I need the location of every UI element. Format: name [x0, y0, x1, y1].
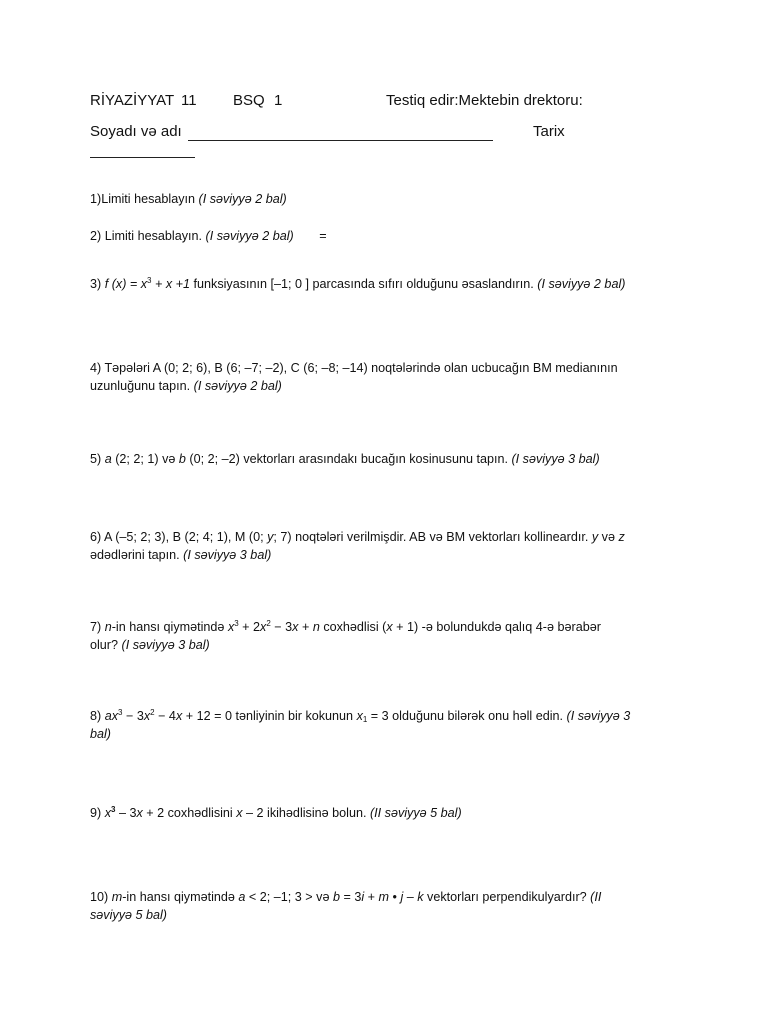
date-underline	[90, 157, 195, 158]
header-line	[90, 92, 174, 109]
question-8-level: (I səviyyə 3	[566, 709, 631, 723]
grade: 11	[181, 92, 197, 109]
question-3: 3) f $(x) = x^3 + x +1$ funksiyasının [–1; 0 ] parcasında sıfırı olduğunu əsaslandırın. (I səviyyə 2 bal)	[90, 276, 626, 291]
question-1: 1)Limiti hesablayın (I səviyyə 2 bal)	[90, 192, 287, 206]
question-9-level: (II səviyyə 5 bal)	[369, 806, 462, 820]
question-10-level-cont: səviyyə 5 bal)	[90, 908, 167, 922]
question-1-level: (I səviyyə 2 bal)	[198, 192, 287, 206]
question-2-level: (I səviyyə 2 bal)	[205, 229, 294, 243]
question-6-level: (I səviyyə 3 bal)	[183, 548, 272, 562]
question-9: 9) $x^3 - 3x + 2$ coxhədlisini x – 2 ikihədlisinə bolun. (II səviyyə 5 bal)	[90, 805, 462, 820]
name-label: Soyadı və adı	[90, 123, 182, 140]
question-3-level: (I səviyyə 2 bal)	[537, 277, 626, 291]
test-name: BSQ	[233, 92, 265, 109]
question-10-level: (II	[590, 890, 602, 904]
approval-text: Testiq edir:Mektebin drektoru:	[386, 92, 583, 109]
test-number: 1	[274, 92, 283, 109]
question-2: 2) Limiti hesablayın. (I səviyyə 2 bal) =	[90, 229, 327, 243]
question-6-line-2: ədədlərini tapın. (I səviyyə 3 bal)	[90, 548, 272, 562]
question-6-line-1: 6) A (–5; 2; 3), B (2; 4; 1), M (0; y; 7) noqtələri verilmişdir. AB və BM vektorları kollineardır. y və z	[90, 530, 625, 544]
question-4-line-2: uzunluğunu tapın. (I səviyyə 2 bal)	[90, 379, 282, 393]
subject: RİYAZİYYAT	[90, 92, 175, 109]
question-4-line-1: 4) Təpələri A (0; 2; 6), B (6; –7; –2), C (6; –8; –14) noqtələrində olan ucbucağın BM medianının	[90, 361, 618, 375]
question-5: 5) a (2; 2; 1) və b (0; 2; –2) vektorları arasındakı bucağın kosinusunu tapın. (I səviyyə 3 bal)	[90, 452, 600, 466]
date-label: Tarix	[533, 123, 565, 140]
name-underline	[188, 140, 493, 141]
question-7-line-2: olur? (I səviyyə 3 bal)	[90, 638, 210, 652]
question-8-level-cont: bal)	[90, 727, 111, 741]
question-4-level: (I səviyyə 2 bal)	[193, 379, 282, 393]
question-8-line-1: 8) $ax^3 - 3x^2 - 4x + 12 = 0$ tənliyinin bir kokunun $x_1 = 3$ olduğunu bilərək onu həll edin. (I səviyyə 3	[90, 708, 631, 724]
question-5-level: (I səviyyə 3 bal)	[511, 452, 600, 466]
question-7-line-1: 7) n-in hansı qiymətində $x^3 + 2x^2 - 3x + n$ coxhədlisi (x + 1) -ə bolundukdə qalıq 4-ə bərabər	[90, 619, 601, 634]
question-10-line-1: 10) m-in hansı qiymətində a < 2; –1; 3 > və b = 3i + m • j – k vektorları perpendikulyardır? (II	[90, 890, 602, 904]
question-7-level: (I səviyyə 3 bal)	[121, 638, 210, 652]
